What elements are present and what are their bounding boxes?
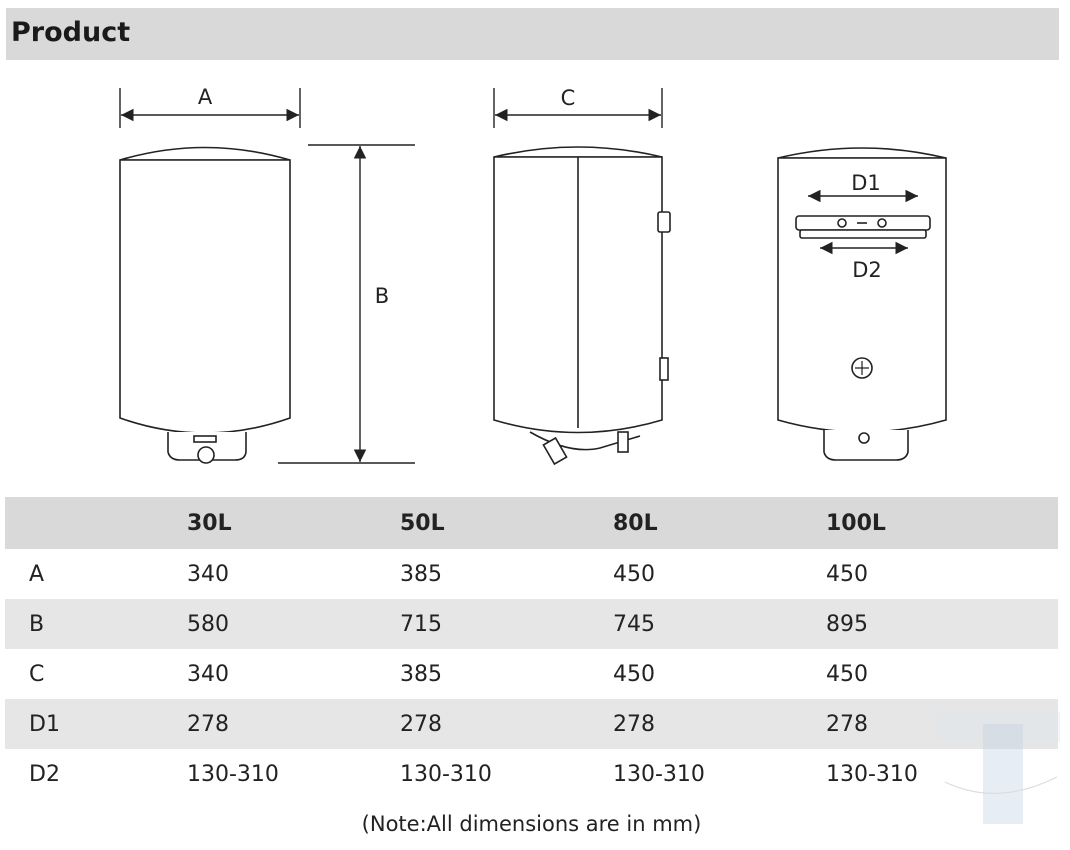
dimension-c-label: C <box>560 86 576 110</box>
table-cell: 385 <box>400 661 442 687</box>
table-cell: 278 <box>826 711 868 737</box>
dimension-d2-label: D2 <box>852 258 882 282</box>
table-cell: 130-310 <box>826 761 918 787</box>
table-cell: 745 <box>613 611 655 637</box>
table-header-cell: 80L <box>613 510 658 536</box>
table-cell: 450 <box>613 561 655 587</box>
table-cell: 450 <box>826 561 868 587</box>
table-cell: 278 <box>187 711 229 737</box>
table-row <box>5 699 1058 749</box>
table-cell: B <box>29 611 45 637</box>
dimension-b-label: B <box>374 284 390 308</box>
dimensions-note: (Note:All dimensions are in mm) <box>361 812 702 836</box>
table-cell: C <box>29 661 45 687</box>
table-cell: D1 <box>29 711 60 737</box>
dimension-a <box>120 85 300 128</box>
table-header-cell: 100L <box>826 510 886 536</box>
table-cell: 278 <box>400 711 442 737</box>
table-header-cell: 30L <box>187 510 232 536</box>
table-cell: 895 <box>826 611 868 637</box>
table-cell: A <box>29 561 45 587</box>
front-view-heater <box>120 148 290 464</box>
table-row <box>5 599 1058 649</box>
table-row <box>5 549 1058 599</box>
table-cell: 580 <box>187 611 229 637</box>
table-cell: 450 <box>613 661 655 687</box>
table-cell: 130-310 <box>613 761 705 787</box>
dimension-d1-label: D1 <box>851 171 881 195</box>
table-cell: 130-310 <box>400 761 492 787</box>
dimensions-table <box>5 497 1058 799</box>
table-header-cell <box>5 497 187 549</box>
table-header-row <box>5 497 1058 549</box>
side-view-heater <box>494 147 670 464</box>
table-row <box>5 749 1058 799</box>
section-title: Product <box>11 17 131 48</box>
table-cell: 130-310 <box>187 761 279 787</box>
dimension-a-label: A <box>197 85 213 109</box>
table-row <box>5 649 1058 699</box>
table-cell: 385 <box>400 561 442 587</box>
table-cell: D2 <box>29 761 60 787</box>
dimension-b <box>278 145 415 463</box>
dimension-c <box>494 86 662 128</box>
table-cell: 715 <box>400 611 442 637</box>
table-cell: 278 <box>613 711 655 737</box>
table-cell: 340 <box>187 661 229 687</box>
table-cell: 340 <box>187 561 229 587</box>
table-header-cell: 50L <box>400 510 445 536</box>
table-cell: 450 <box>826 661 868 687</box>
